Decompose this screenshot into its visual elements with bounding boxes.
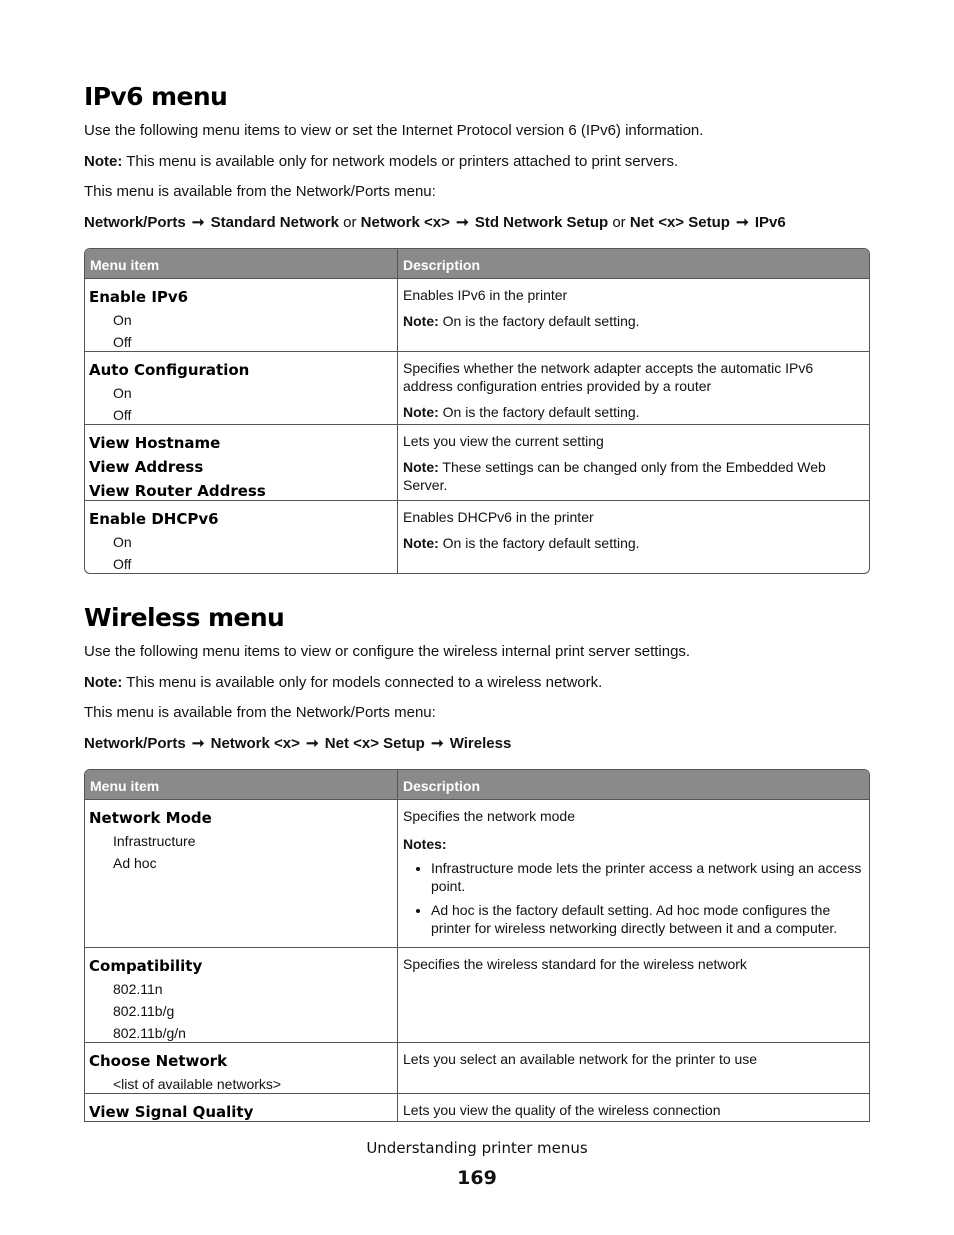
row-note	[403, 403, 865, 421]
header-description: Description	[403, 257, 481, 273]
menu-item-name: Compatibility	[89, 957, 203, 975]
row-note	[403, 534, 865, 552]
path-segment: Network <x>	[210, 735, 300, 752]
ipv6-menu-path	[84, 213, 786, 231]
menu-item-value: Off	[113, 556, 132, 572]
menu-item-value: 802.11b/g/n	[113, 1025, 186, 1041]
path-or: or	[612, 214, 626, 231]
ipv6-menu-table	[84, 248, 870, 574]
table-row	[85, 500, 869, 573]
menu-item-value: On	[113, 312, 132, 328]
footer-section-title: Understanding printer menus	[366, 1139, 588, 1157]
menu-item-name: View Router Address	[89, 482, 266, 500]
arrow-icon: ➞	[191, 735, 205, 752]
table-row	[85, 1042, 869, 1093]
page-number: 169	[457, 1167, 497, 1189]
table-row	[85, 278, 869, 351]
path-segment: Net <x> Setup	[629, 214, 730, 231]
menu-item-value: Off	[113, 407, 132, 423]
table-row	[85, 799, 869, 947]
arrow-icon: ➞	[456, 214, 469, 231]
menu-item-name: Auto Configuration	[89, 361, 250, 379]
list-item: • Infrastructure mode lets the printer access a network using an access point.	[431, 859, 865, 895]
note-text: On is the factory default setting.	[442, 535, 640, 551]
path-segment: IPv6	[754, 214, 786, 231]
ipv6-heading: IPv6 menu	[84, 82, 228, 111]
header-menu-item: Menu item	[85, 770, 398, 799]
table-header	[85, 249, 869, 278]
header-menu-item: Menu item	[85, 249, 398, 278]
menu-item-name: Enable DHCPv6	[89, 510, 219, 528]
menu-item-name: View Address	[89, 458, 204, 476]
row-note	[403, 458, 865, 494]
ipv6-note	[84, 153, 678, 171]
note-label: Note:	[403, 535, 439, 551]
note-text: These settings can be changed only from the Embedded Web Server.	[403, 459, 826, 493]
notes-list	[403, 859, 865, 937]
wireless-heading: Wireless menu	[84, 603, 285, 632]
arrow-icon: ➞	[430, 735, 444, 752]
row-description: Lets you select an available network for the printer to use	[403, 1051, 758, 1067]
menu-item-name: View Signal Quality	[89, 1103, 254, 1121]
row-description: Enables IPv6 in the printer	[403, 287, 568, 303]
path-segment: Std Network Setup	[474, 214, 609, 231]
note-text: This menu is available only for network models or printers attached to print servers.	[126, 153, 679, 170]
menu-item-value: Off	[113, 334, 132, 350]
row-description: Lets you view the current setting	[403, 433, 604, 449]
menu-item-name: Choose Network	[89, 1052, 228, 1070]
menu-item-value: On	[113, 385, 132, 401]
menu-item-value: Infrastructure	[113, 833, 196, 849]
table-row	[85, 1093, 869, 1121]
header-description: Description	[403, 778, 481, 794]
menu-item-value: 802.11n	[113, 981, 163, 997]
notes-label: Notes:	[403, 836, 447, 852]
note-label: Note:	[84, 153, 123, 170]
menu-item-value: 802.11b/g	[113, 1003, 175, 1019]
path-segment: Standard Network	[210, 214, 339, 231]
path-segment: Network/Ports	[84, 214, 186, 231]
menu-item-value: On	[113, 534, 132, 550]
row-description: Specifies the wireless standard for the wireless network	[403, 956, 747, 972]
wireless-menu-path	[84, 734, 511, 752]
wireless-availability: This menu is available from the Network/Ports menu:	[84, 704, 436, 721]
arrow-icon: ➞	[736, 214, 749, 231]
wireless-menu-table	[84, 769, 870, 1122]
row-description: Specifies the network mode	[403, 808, 575, 824]
note-label: Note:	[403, 404, 439, 420]
wireless-intro: Use the following menu items to view or configure the wireless internal print server settings.	[84, 643, 691, 660]
row-note	[403, 312, 865, 330]
table-row	[85, 424, 869, 500]
table-row	[85, 947, 869, 1042]
menu-item-name: View Hostname	[89, 434, 221, 452]
note-text: This menu is available only for models connected to a wireless network.	[126, 674, 603, 691]
row-description: Enables DHCPv6 in the printer	[403, 509, 594, 525]
path-segment: Network/Ports	[84, 735, 186, 752]
list-item: • Ad hoc is the factory default setting. Ad hoc mode configures the printer for wireless networking directly between it and a computer.	[431, 901, 865, 937]
path-segment: Wireless	[449, 735, 512, 752]
menu-item-name: Enable IPv6	[89, 288, 189, 306]
arrow-icon: ➞	[191, 214, 205, 231]
table-row	[85, 351, 869, 424]
arrow-icon: ➞	[306, 735, 319, 752]
note-text: On is the factory default setting.	[442, 404, 640, 420]
note-label: Note:	[84, 674, 123, 691]
path-segment: Net <x> Setup	[324, 735, 425, 752]
note-label: Note:	[403, 459, 439, 475]
menu-item-value: Ad hoc	[113, 855, 157, 871]
ipv6-availability: This menu is available from the Network/Ports menu:	[84, 183, 436, 200]
ipv6-intro: Use the following menu items to view or set the Internet Protocol version 6 (IPv6) information.	[84, 122, 704, 139]
note-text: On is the factory default setting.	[442, 313, 640, 329]
menu-item-value: <list of available networks>	[113, 1076, 282, 1092]
wireless-note	[84, 674, 602, 692]
path-segment: Network <x>	[360, 214, 450, 231]
table-header	[85, 770, 869, 799]
note-label: Note:	[403, 313, 439, 329]
row-description: Specifies whether the network adapter accepts the automatic IPv6 address configuration entries provided by a router	[403, 360, 814, 394]
menu-item-name: Network Mode	[89, 809, 212, 827]
row-description: Lets you view the quality of the wireless connection	[403, 1102, 721, 1118]
path-or: or	[343, 214, 357, 231]
